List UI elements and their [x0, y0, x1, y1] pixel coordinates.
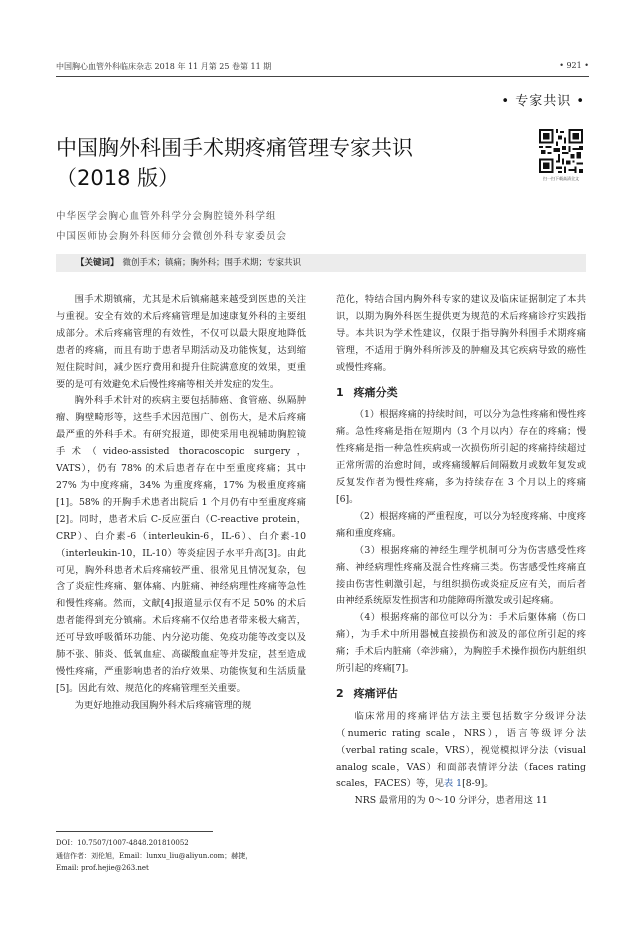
body-paragraph: （2）根据疼痛的严重程度，可以分为轻度疼痛、中度疼痛和重度疼痛。	[336, 510, 586, 539]
page-number: • 921 •	[559, 61, 589, 70]
keywords-text: 微创手术；镇痛；胸外科；围手术期；专家共识	[122, 258, 302, 268]
keywords-bar	[56, 254, 586, 272]
footnote-rule	[56, 831, 213, 832]
section-heading	[336, 686, 586, 703]
header-rule	[56, 76, 589, 77]
qr-caption: 扫一扫下载高清全文	[543, 176, 579, 181]
author-org-2: 中国医师协会胸外科医师分会微创外科专家委员会	[56, 231, 288, 242]
body-paragraph: （1）根据疼痛的持续时间，可以分为急性疼痛和慢性疼痛。急性疼痛是指在短期内（3 个月以内）存在的疼痛；慢性疼痛是指一种急性疾病或一次损伤所引起的疼痛持续超过正常所需的治愈时间，或疼痛缓解后间隔数月或数年复发或反复发作者为慢性疼痛，多为持续存在 3 个月以上的疼痛[6]。	[336, 409, 586, 505]
author-org-1: 中华医学会胸心血管外科学分会胸腔镜外科学组	[56, 211, 277, 222]
body-paragraph: （4）根据疼痛的部位可以分为：手术后躯体痛（伤口痛），为手术中所用器械直接损伤和波及的部位所引起的疼痛；手术后内脏痛（牵涉痛），为胸腔手术操作损伤内脏组织所引起的疼痛[7]。	[336, 612, 586, 675]
section-number: 2	[336, 686, 344, 700]
body-paragraph: 围手术期镇痛，尤其是术后镇痛越来越受到医患的关注与重视。安全有效的术后疼痛管理是加速康复外科的主要组成部分。术后疼痛管理的有效性，不仅可以最大限度地降低患者的疼痛，而且有助于患者早期活动及功能恢复，达到缩短住院时间，减少医疗费用和提升住院满意度的效果，更重要的是可有效避免术后慢性疼痛等相关并发症的发生。	[56, 294, 306, 390]
keywords-label: 【关键词】	[76, 258, 119, 268]
correspondence-footnote: 通信作者：刘伦旭，Email：lunxu_liu@aliyun.com；赫捷，	[56, 852, 253, 860]
doi-footnote[interactable]: DOI：10.7507/1007-4848.201810052	[56, 839, 189, 847]
article-title	[56, 133, 486, 193]
title-line-1: 中国胸外科围手术期疼痛管理专家共识	[56, 136, 413, 160]
left-column	[56, 292, 306, 715]
body-paragraph: 胸外科手术针对的疾病主要包括肺癌、食管癌、纵隔肿瘤、胸壁畸形等，这些手术因范围广、创伤大，是术后疼痛最严重的外科手术。有研究报道，即使采用电视辅助胸腔镜手术（video-assisted thoracoscopic surgery，VATS），仍有 78% 的术后患者存在中至重度疼痛；其中 27% 为中度疼痛，34% 为重度疼痛，17% 为极重度疼痛[1]。58% 的开胸手术患者出院后 1 个月仍有中至重度疼痛[2]。同时，患者术后 C-反应蛋白（C-reactive protein，CRP）、白介素-6（interleukin-6，IL-6）、白介素-10（interleukin-10，IL-10）等炎症因子水平升高[3]。由此可见，胸外科患者术后疼痛较严重、很常见且情况复杂，包含了炎症性疼痛、躯体痛、内脏痛、神经病理性疼痛等急性和慢性疼痛。然而，文献[4]报道显示仅有不足 50% 的术后患者能得到充分镇痛。术后疼痛不仅给患者带来极大痛苦，还可导致呼吸循环功能、内分泌功能、免疫功能等改变以及肺不张、肺炎、低氧血症、高碳酸血症等并发症，甚至造成慢性疼痛，严重影响患者的治疗效果、功能恢复和生活质量[5]。因此有效、规范化的疼痛管理至关重要。	[56, 395, 306, 694]
body-paragraph: 范化，特结合国内胸外科专家的建议及临床证据制定了本共识，以期为胸外科医生提供更为规范的术后疼痛诊疗实践指导。本共识为学术性建议，仅限于指导胸外科围手术期疼痛管理，不适用于胸外科所涉及的肿瘤及其它疾病导致的癌性或慢性疼痛。	[336, 294, 586, 373]
section-heading	[336, 385, 586, 402]
body-paragraph: 为更好地推动我国胸外科术后疼痛管理的规	[74, 699, 252, 711]
title-line-2: （2018 版）	[56, 166, 180, 190]
qr-code-icon[interactable]	[539, 129, 583, 173]
body-paragraph: （3）根据疼痛的神经生理学机制可分为伤害感受性疼痛、神经病理性疼痛及混合性疼痛三类。伤害感受性疼痛直接由伤害性刺激引起，与组织损伤或炎症反应有关，而后者由神经系统原发性损害和功能障碍所激发或引起疼痛。	[336, 544, 586, 607]
section-number: 1	[336, 385, 344, 399]
right-column	[336, 292, 586, 810]
table-1-link[interactable]: 表 1	[443, 778, 463, 790]
body-paragraph: 临床常用的疼痛评估方法主要包括数字分级评分法（numeric rating scale，NRS），语言等级评分法（verbal rating scale，VRS），视觉模拟评分法（visual analog scale，VAS）和面部表情评分法（faces rating scales，FACES）等，见表 1[8-9]。	[336, 710, 586, 790]
section-title: 疼痛评估	[353, 686, 398, 700]
running-header-journal: 中国胸心血管外科临床杂志 2018 年 11 月第 25 卷第 11 期	[56, 62, 272, 71]
section-tag: • 专家共识 •	[501, 94, 585, 109]
body-paragraph: NRS 最常用的为 0～10 分评分，患者用这 11	[354, 795, 548, 807]
email-footnote[interactable]: Email: prof.hejie@263.net	[56, 864, 149, 872]
section-title: 疼痛分类	[353, 385, 398, 399]
